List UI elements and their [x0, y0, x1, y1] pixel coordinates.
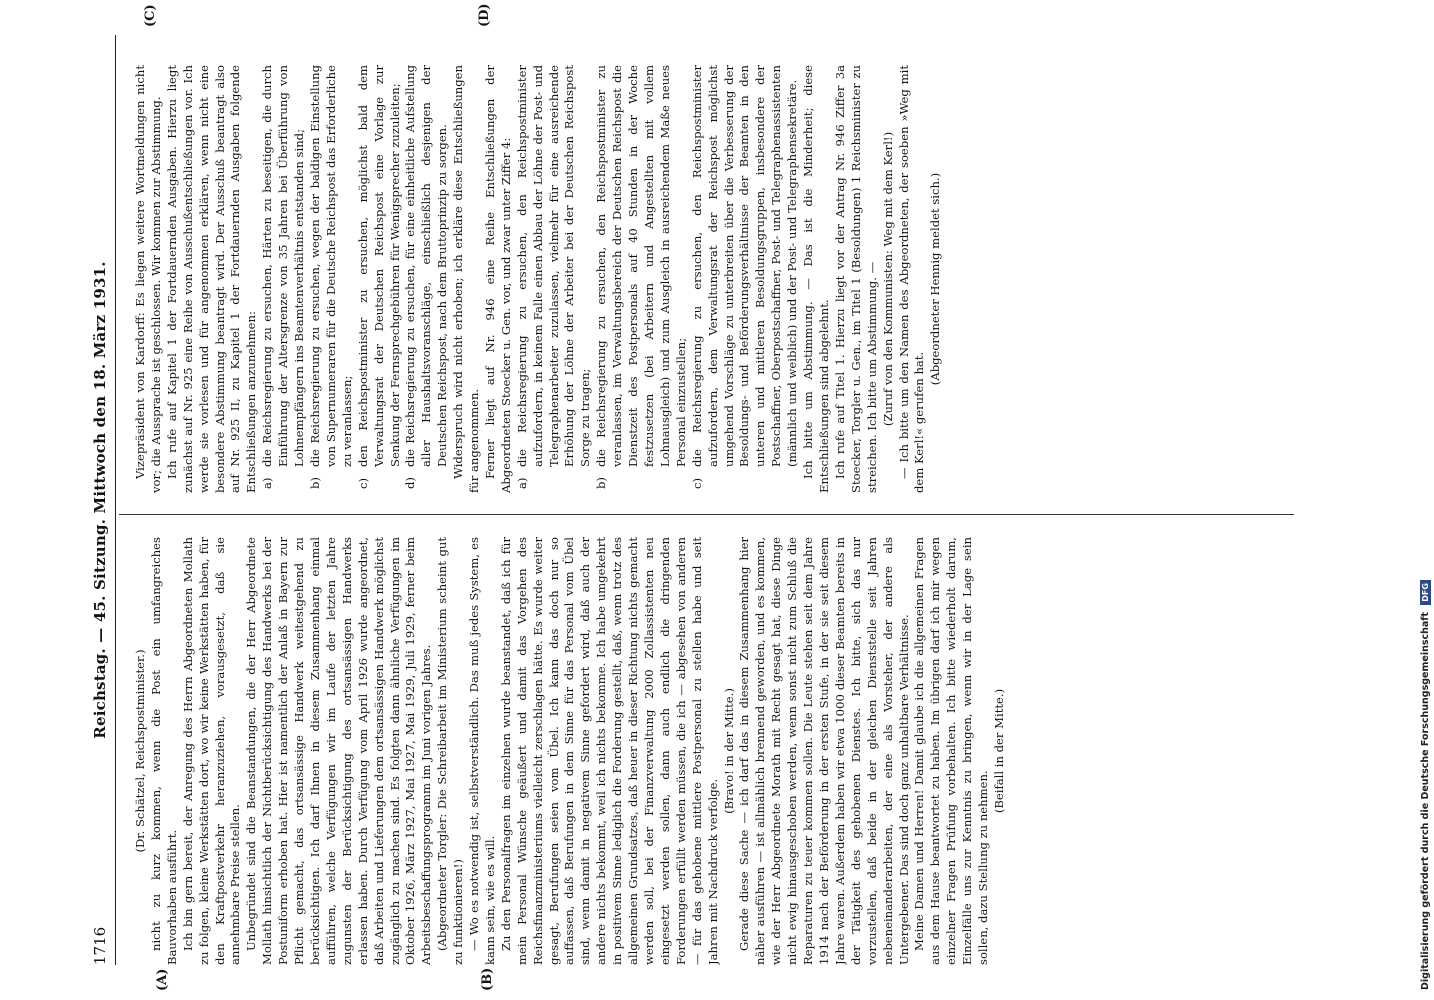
paragraph: nicht zu kurz kommen, wenn die Post ein umfangreiches Bauvorhaben ausführt. — [148, 537, 179, 965]
item-text: die Reichsregierung zu ersuchen, den Reichspostminister aufzufordern, in keinem Falle einen Abbau der Löhne der Post- und Telegraphenarbeiter zuzulassen, vielmehr für eine ausreichende Erhöhung der Löhne der Arbeiter bei der Deutschen Reichspost Sorge zu tragen; — [514, 65, 593, 467]
paragraph: (Dr. Schätzel, Reichspostminister.) — [133, 649, 147, 853]
paragraph — [690, 65, 801, 493]
paragraph: (Zuruf von den Kommunisten: Weg mit dem Kerl!) — [880, 131, 895, 427]
paragraph — [515, 65, 595, 493]
item-label: c) — [689, 477, 704, 489]
item-label: d) — [403, 477, 418, 489]
rotated-page — [85, 3, 1300, 991]
item-label: c) — [355, 477, 370, 489]
paragraph: Ich rufe auf Kapitel 1 der Fortdauernden Ausgaben. Hierzu liegt zunächst auf Nr. 925 eine Reihe von Ausschußentschließungen vor. Ich werde sie vorlesen und für angenommen erklären, wenn nicht eine besondere Abstimmung beantragt wird. Der Ausschuß beantragt also auf Nr. 925 II, zu Kapitel 1 der Fortdauernden Ausgaben folgende Entschließungen anzunehmen: — [164, 65, 259, 493]
item-text: den Reichspostminister zu ersuchen, möglichst bald dem Verwaltungsrat der Deutschen Reichspost eine Vorlage zur Senkung der Fernsprechgebühren für Wenigsprecher zuzuleiten; — [355, 65, 402, 467]
item-text: die Reichsregierung zu ersuchen, wegen der baldigen Einstellung von Supernumeraren für die Deutsche Reichspost das Erforderliche zu veranlassen; — [307, 65, 354, 467]
paragraph — [308, 65, 356, 493]
right-text-column — [133, 65, 1293, 493]
paragraph: Ferner liegt auf Nr. 946 eine Reihe Entschließungen der Abgeordneten Stoecker u. Gen. vor, und zwar unter Ziffer 4: — [482, 65, 513, 493]
credit-text: Digitalisierung gefördert durch die Deutsche Forschungsgemeinschaft — [1420, 612, 1431, 990]
paragraph: (Bravo! in der Mitte.) — [721, 688, 736, 814]
margin-marker-b: (B) — [480, 967, 495, 991]
paragraph: Gerade diese Sache — ich darf das in diesem Zusammenhang hier näher ausführen — ist allmählich brennend geworden, und es kommen, wie der Herr Abgeordnete Morath mit Recht gesagt hat, diese Dinge nicht ewig hinausgeschoben werden, wenn sonst nicht zum Schluß die Reparaturen zu teuer kommen sollen. Die Leute stehen seit dem Jahre 1914 nach der Beförderung in der ersten Stufe, in der sie seit diesem Jahre waren. Außerdem haben wir etwa 1000 dieser Beamten bereits in der Tätigkeit des gehobenen Dienstes. Ich bitte, sich das nur vorzustellen, daß beide in der gleichen Dienststelle seit Jahren nebeneinanderarbeiten, der eine als Vorsteher, der andere als Untergebener. Das sind doch ganz unhaltbare Verhältnisse. — [737, 537, 911, 965]
paragraph — [594, 65, 689, 493]
margin-marker-a: (A) — [155, 968, 170, 991]
paragraph: — Ich bitte um den Namen des Abgeordneten, der soeben »Weg mit dem Kerl!« gerufen hat. — [896, 65, 927, 493]
page-number: 1716 — [91, 926, 109, 965]
paragraph — [260, 65, 308, 493]
column-separator — [119, 514, 1294, 515]
page-header-title: Reichstag. — 45. Sitzung. Mittwoch den 18. März 1931. — [91, 261, 109, 739]
paragraph: Zu den Personalfragen im einzelnen wurde beanstandet, daß ich für mein Personal Wünsche geäußert und damit das Vorgehen des Reichsfinanzministeriums vielleicht zerschlagen hätte. Es wurde weiter gesagt, Berufungen seien vom Übel. Ich kann das doch nur so auffassen, daß Berufungen in dem Sinne für das Personal vom Übel sind, wenn damit in negativem Sinne gefordert wird, daß auch der andere nichts bekommt, weil ich nichts bekomme. Ich habe umgekehrt in positivem Sinne lediglich die Forderung gestellt, daß, wenn trotz des allgemeinen Grundsatzes, daß heuer in dieser Richtung nichts gemacht werden soll, bei der Finanzverwaltung 2000 Zollassistenten neu eingesetzt werden sollen, dann auch endlich die dringenden Forderungen erfüllt werden müssen, die ich — abgesehen von anderen — für das gehobene mittlere Postpersonal zu stellen habe und seit Jahren mit Nachdruck verfolge. — [498, 537, 720, 965]
item-label: b) — [594, 477, 609, 489]
paragraph: (Abgeordneter Torgler: Die Schreibarbeit im Ministerium scheint gut zu funktionieren!) — [435, 537, 466, 965]
left-text-column — [133, 537, 1293, 965]
paragraph: Ich bitte um Abstimmung. — Das ist die Minderheit; diese Entschließungen sind abgelehnt. — [801, 65, 831, 493]
item-text: die Reichsregierung zu ersuchen, den Reichspostminister zu veranlassen, im Verwaltungsbereich der Deutschen Reichspost die Dienstzeit des Postpersonals auf 40 Stunden in der Woche festzusetzen (bei Arbeitern und Angestellten mit vollem Lohnausgleich) und zum Ausgleich in ausreichendem Maße neues Personal einzustellen; — [594, 65, 688, 467]
margin-marker-d: (D) — [477, 3, 492, 27]
paragraph: Unbegründet sind die Beanstandungen, die der Herr Abgeordnete Mollath hinsichtlich der Nichtberücksichtigung des Handwerks bei der Postuniform erhoben hat. Hier ist namentlich der Anlaß in Bayern zur Pflicht gemacht, das ortsansässige Handwerk weitestgehend zu berücksichtigen. Ich darf Ihnen in diesem Zusammenhang einmal aufführen, welche Verfügungen wir im Laufe der letzten Jahre zugunsten der Berücksichtigung des ortsansässigen Handwerks erlassen haben. Durch Verfügung vom April 1926 wurde angeordnet, daß Arbeiten und Lieferungen dem ortsansässigen Handwerk möglichst zugänglich zu machen sind. Es folgten dann ähnliche Verfügungen im Oktober 1926, März 1927, Mai 1927, Mai 1929, Juli 1929, ferner beim Arbeitsbeschaffungsprogramm im Juni vorigen Jahres. — [244, 537, 434, 965]
paragraph: Meine Damen und Herren! Damit glaube ich die allgemeinen Fragen aus dem Hause beantwortet zu haben. Im übrigen darf ich mir wegen einzelner Fragen Prüfung vorbehalten. Ich bitte wiederholt darum, Einzelfälle uns zur Kenntnis zu bringen, wenn wir in der Lage sein sollen, dazu Stellung zu nehmen. — [912, 537, 991, 965]
item-label: b) — [307, 477, 322, 489]
margin-marker-c: (C) — [143, 4, 158, 27]
paragraph: Vizepräsident von Kardorff: Es liegen weitere Wortmeldungen nicht vor; die Aussprache ist geschlossen. Wir kommen zur Abstimmung. — [133, 65, 163, 493]
page-header — [85, 35, 115, 965]
item-text: die Reichsregierung zu ersuchen, den Reichspostminister aufzufordern, dem Verwaltungsrat der Reichspost möglichst umgehend Vorschläge zu unterbreiten über die Verbesserung der Besoldungs- und Beförderungsverhältnisse der Beamten in den unteren und mittleren Besoldungsgruppen, insbesondere der Postschaffner, Oberpostschaffner, Post- und Telegraphenassistenten (männlich und weiblich) und der Post- und Telegraphensekretäre. — [689, 65, 800, 467]
paragraph: Widerspruch wird nicht erhoben; ich erkläre diese Entschließungen für angenommen. — [451, 65, 482, 493]
item-label: a) — [514, 477, 529, 489]
paragraph: (Beifall in der Mitte.) — [991, 688, 1006, 814]
dfg-logo: DFG — [1420, 580, 1431, 605]
paragraph: (Abgeordneter Hennig meldet sich.) — [928, 172, 943, 386]
item-text: die Reichsregierung zu ersuchen, Härten zu beseitigen, die durch Einführung der Altersgrenze von 35 Jahren bei Überführung von Lohnempfängern ins Beamtenverhältnis entstanden sind; — [260, 65, 307, 467]
item-label: a) — [260, 477, 275, 489]
item-text: die Reichsregierung zu ersuchen, für eine einheitliche Aufstellung aller Haushaltsvoranschläge, einschließlich desjenigen der Deutschen Reichspost, nach dem Bruttoprinzip zu sorgen. — [403, 65, 450, 467]
paragraph: — Wo es notwendig ist, selbstverständlich. Das muß jedes System, es kann sein, wie es will. — [467, 537, 497, 965]
paragraph — [356, 65, 404, 493]
paragraph: Ich rufe auf Titel 1. Hierzu liegt vor der Antrag Nr. 946 Ziffer 3a Stoecker, Torgler u. Gen., im Titel 1 (Besoldungen) 1 Reichsminister zu streichen. Ich bitte um Abstimmung. — — [832, 65, 879, 493]
paragraph: Ich bin gern bereit, der Anregung des Herrn Abgeordneten Mollath zu folgen, kleine Werkstätten dort, wo wir keine Werkstätten haben, für den Kraftpostverkehr heranzuziehen, vorausgesetzt, daß sie annehmbare Preise stellen. — [180, 537, 243, 965]
paragraph — [403, 65, 451, 493]
digitization-credit — [1418, 0, 1434, 990]
header-rule — [115, 35, 116, 965]
